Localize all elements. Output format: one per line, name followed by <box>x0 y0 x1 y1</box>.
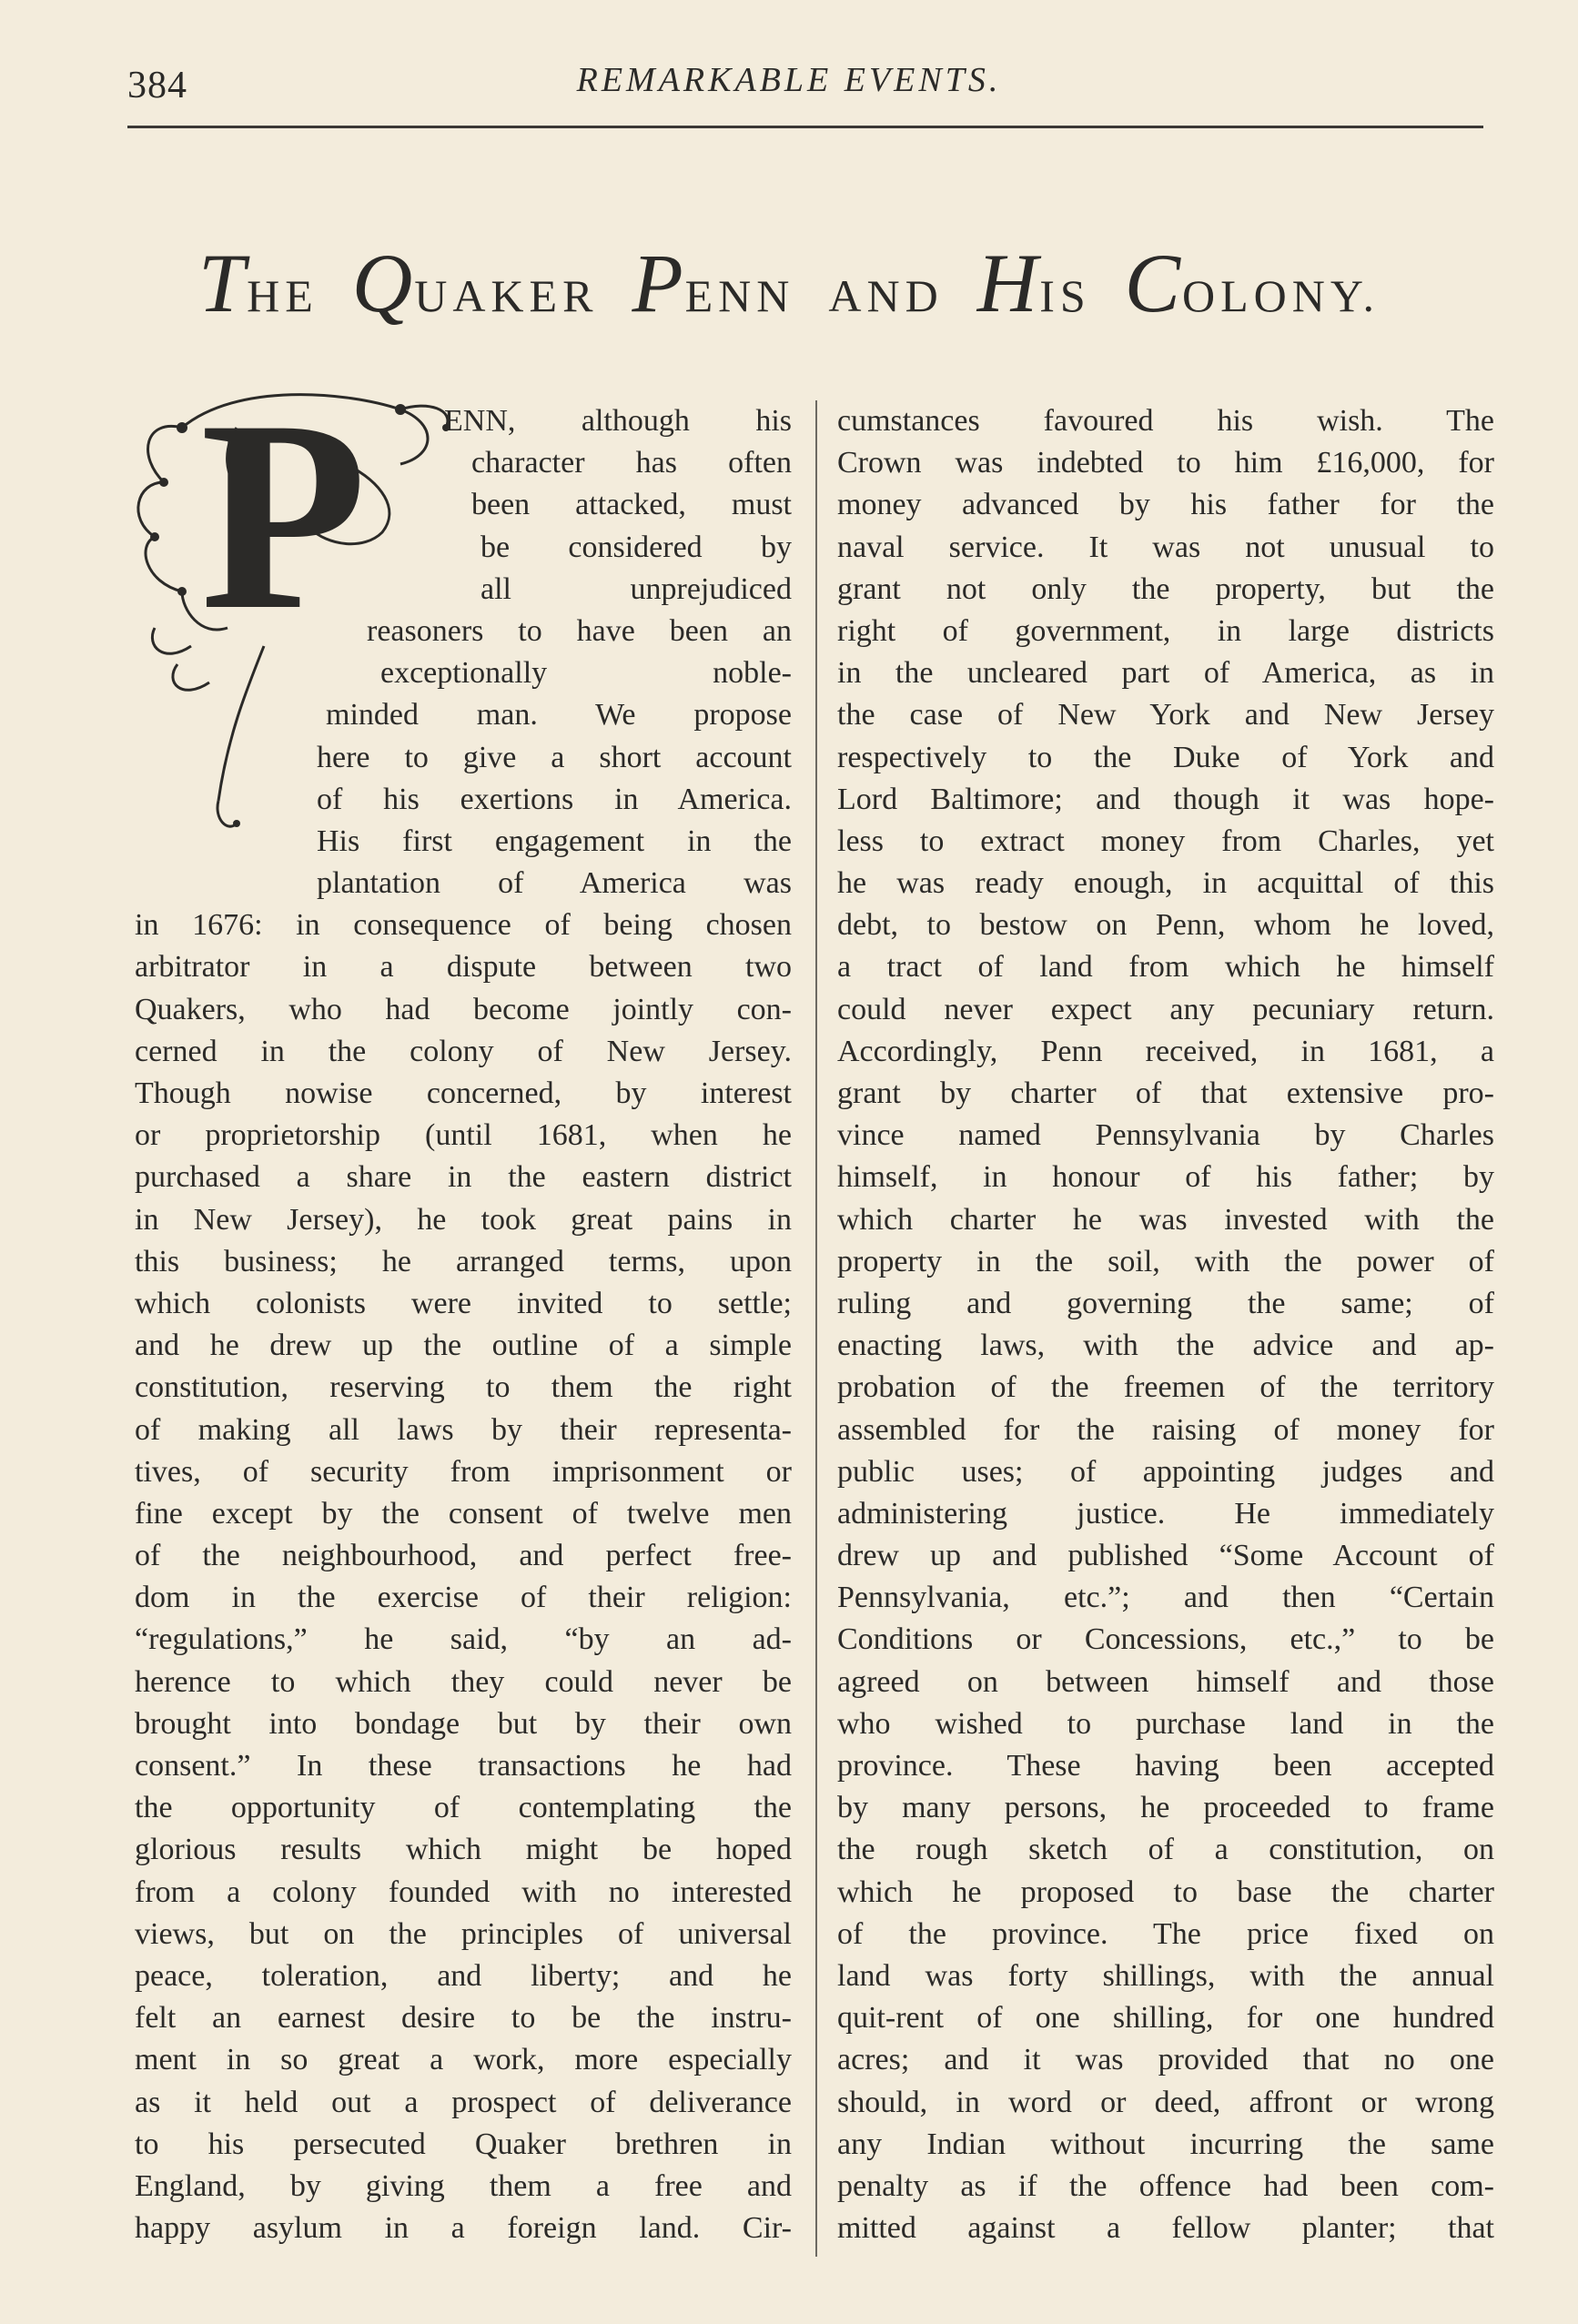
text-line: of his exertions in America. <box>317 782 792 816</box>
text-line: consent.” In these transactions he had <box>135 1749 792 1783</box>
text-line: and he drew up the outline of a simple <box>135 1329 792 1363</box>
text-line: cumstances favoured his wish. The <box>837 404 1494 438</box>
text-line: the rough sketch of a constitution, on <box>837 1833 1494 1867</box>
text-line: the case of New York and New Jersey <box>837 698 1494 733</box>
text-line: cerned in the colony of New Jersey. <box>135 1034 792 1068</box>
text-line: enacting laws, with the advice and ap- <box>837 1329 1494 1363</box>
text-line: felt an earnest desire to be the instru- <box>135 2001 792 2036</box>
text-line: England, by giving them a free and <box>135 2168 792 2203</box>
text-line: assembled for the raising of money for <box>837 1412 1494 1447</box>
text-line: public uses; of appointing judges and <box>837 1454 1494 1489</box>
text-line: which charter he was invested with the <box>837 1202 1494 1237</box>
text-line: minded man. We propose <box>326 698 792 733</box>
text-line: grant not only the property, but the <box>837 571 1494 606</box>
text-line: of the province. The price fixed on <box>837 1916 1494 1951</box>
text-line: arbitrator in a dispute between two <box>135 950 792 985</box>
text-line: province. These having been accepted <box>837 1749 1494 1783</box>
text-line: could never expect any pecuniary return. <box>837 992 1494 1026</box>
text-line: be considered by <box>480 530 792 564</box>
text-line: Accordingly, Penn received, in 1681, a <box>837 1034 1494 1068</box>
text-line: been attacked, must <box>471 488 792 522</box>
text-line: character has often <box>471 446 792 480</box>
text-line: he was ready enough, in acquittal of this <box>837 866 1494 901</box>
text-line: the opportunity of contemplating the <box>135 1791 792 1825</box>
text-line: fine except by the consent of twelve men <box>135 1496 792 1531</box>
text-line: in 1676: in consequence of being chosen <box>135 908 792 943</box>
text-line: Lord Baltimore; and though it was hope- <box>837 782 1494 816</box>
right-column <box>837 400 1494 2249</box>
drop-cap-letter: P <box>200 364 368 666</box>
title-word: IS <box>1039 270 1091 321</box>
title-word: OLONY. <box>1182 270 1381 321</box>
text-line: to his persecuted Quaker brethren in <box>135 2127 792 2161</box>
title-word: HE <box>247 270 319 321</box>
text-line: in New Jersey), he took great pains in <box>135 1202 792 1237</box>
text-line: ment in so great a work, more especially <box>135 2043 792 2077</box>
running-head: REMARKABLE EVENTS. <box>576 61 1002 99</box>
text-line: dom in the exercise of their religion: <box>135 1581 792 1615</box>
text-line: grant by charter of that extensive pro- <box>837 1076 1494 1110</box>
text-line: land was forty shillings, with the annual <box>837 1958 1494 1993</box>
text-line: happy asylum in a foreign land. Cir- <box>135 2211 792 2246</box>
title-cap: C <box>1124 237 1183 329</box>
column-divider <box>815 400 817 2257</box>
text-line: Pennsylvania, etc.”; and then “Certain <box>837 1581 1494 1615</box>
text-line: plantation of America was <box>317 866 792 901</box>
text-line: Though nowise concerned, by interest <box>135 1076 792 1110</box>
title-cap: P <box>632 237 685 329</box>
text-line: should, in word or deed, affront or wrong <box>837 2085 1494 2119</box>
text-line: Conditions or Concessions, etc.,” to be <box>837 1622 1494 1657</box>
text-line: here to give a short account <box>317 740 792 774</box>
text-line: which he proposed to base the charter <box>837 1874 1494 1909</box>
text-line: in the uncleared part of America, as in <box>837 656 1494 691</box>
text-line: of the neighbourhood, and perfect free- <box>135 1539 792 1573</box>
article-title <box>0 235 1578 331</box>
text-line: His first engagement in the <box>317 824 792 858</box>
text-line: himself, in honour of his father; by <box>837 1160 1494 1195</box>
text-line: Crown was indebted to him £16,000, for <box>837 446 1494 480</box>
text-line: all unprejudiced <box>480 571 792 606</box>
title-cap: T <box>197 237 248 329</box>
text-line: who wished to purchase land in the <box>837 1706 1494 1741</box>
text-line: vince named Pennsylvania by Charles <box>837 1118 1494 1153</box>
text-line: from a colony founded with no interested <box>135 1874 792 1909</box>
text-line: less to extract money from Charles, yet <box>837 824 1494 858</box>
text-line: or proprietorship (until 1681, when he <box>135 1118 792 1153</box>
text-line: penalty as if the offence had been com- <box>837 2168 1494 2203</box>
text-line: constitution, reserving to them the right <box>135 1370 792 1405</box>
text-line: ENN, although his <box>444 404 792 438</box>
text-line: a tract of land from which he himself <box>837 950 1494 985</box>
text-line: mitted against a fellow planter; that <box>837 2211 1494 2246</box>
text-line: respectively to the Duke of York and <box>837 740 1494 774</box>
title-cap: Q <box>351 237 415 329</box>
text-line: any Indian without incurring the same <box>837 2127 1494 2161</box>
text-line: by many persons, he proceeded to frame <box>837 1791 1494 1825</box>
text-line: agreed on between himself and those <box>837 1664 1494 1699</box>
text-line: ruling and governing the same; of <box>837 1286 1494 1320</box>
title-word: AND <box>828 270 944 321</box>
text-line: tives, of security from imprisonment or <box>135 1454 792 1489</box>
text-line: quit-rent of one shilling, for one hundred <box>837 2001 1494 2036</box>
title-cap: H <box>976 237 1040 329</box>
title-word: UAKER <box>414 270 599 321</box>
text-line: which colonists were invited to settle; <box>135 1286 792 1320</box>
text-line: property in the soil, with the power of <box>837 1244 1494 1278</box>
text-line: peace, toleration, and liberty; and he <box>135 1958 792 1993</box>
left-column <box>135 400 792 2249</box>
text-line: glorious results which might be hoped <box>135 1833 792 1867</box>
text-line: purchased a share in the eastern district <box>135 1160 792 1195</box>
text-line: “regulations,” he said, “by an ad- <box>135 1622 792 1657</box>
page-number: 384 <box>127 65 187 106</box>
text-line: naval service. It was not unusual to <box>837 530 1494 564</box>
text-line: as it held out a prospect of deliverance <box>135 2085 792 2119</box>
text-line: Quakers, who had become jointly con- <box>135 992 792 1026</box>
text-line: brought into bondage but by their own <box>135 1706 792 1741</box>
text-line: administering justice. He immediately <box>837 1496 1494 1531</box>
text-line: drew up and published “Some Account of <box>837 1539 1494 1573</box>
text-line: views, but on the principles of universal <box>135 1916 792 1951</box>
text-line: probation of the freemen of the territory <box>837 1370 1494 1405</box>
text-line: acres; and it was provided that no one <box>837 2043 1494 2077</box>
text-line: herence to which they could never be <box>135 1664 792 1699</box>
text-line: debt, to bestow on Penn, whom he loved, <box>837 908 1494 943</box>
text-line: money advanced by his father for the <box>837 488 1494 522</box>
text-line: exceptionally noble- <box>380 656 792 691</box>
text-line: of making all laws by their representa- <box>135 1412 792 1447</box>
text-line: this business; he arranged terms, upon <box>135 1244 792 1278</box>
text-line: reasoners to have been an <box>367 613 792 648</box>
text-line: right of government, in large districts <box>837 613 1494 648</box>
header-rule <box>127 126 1483 128</box>
title-word: ENN <box>684 270 795 321</box>
